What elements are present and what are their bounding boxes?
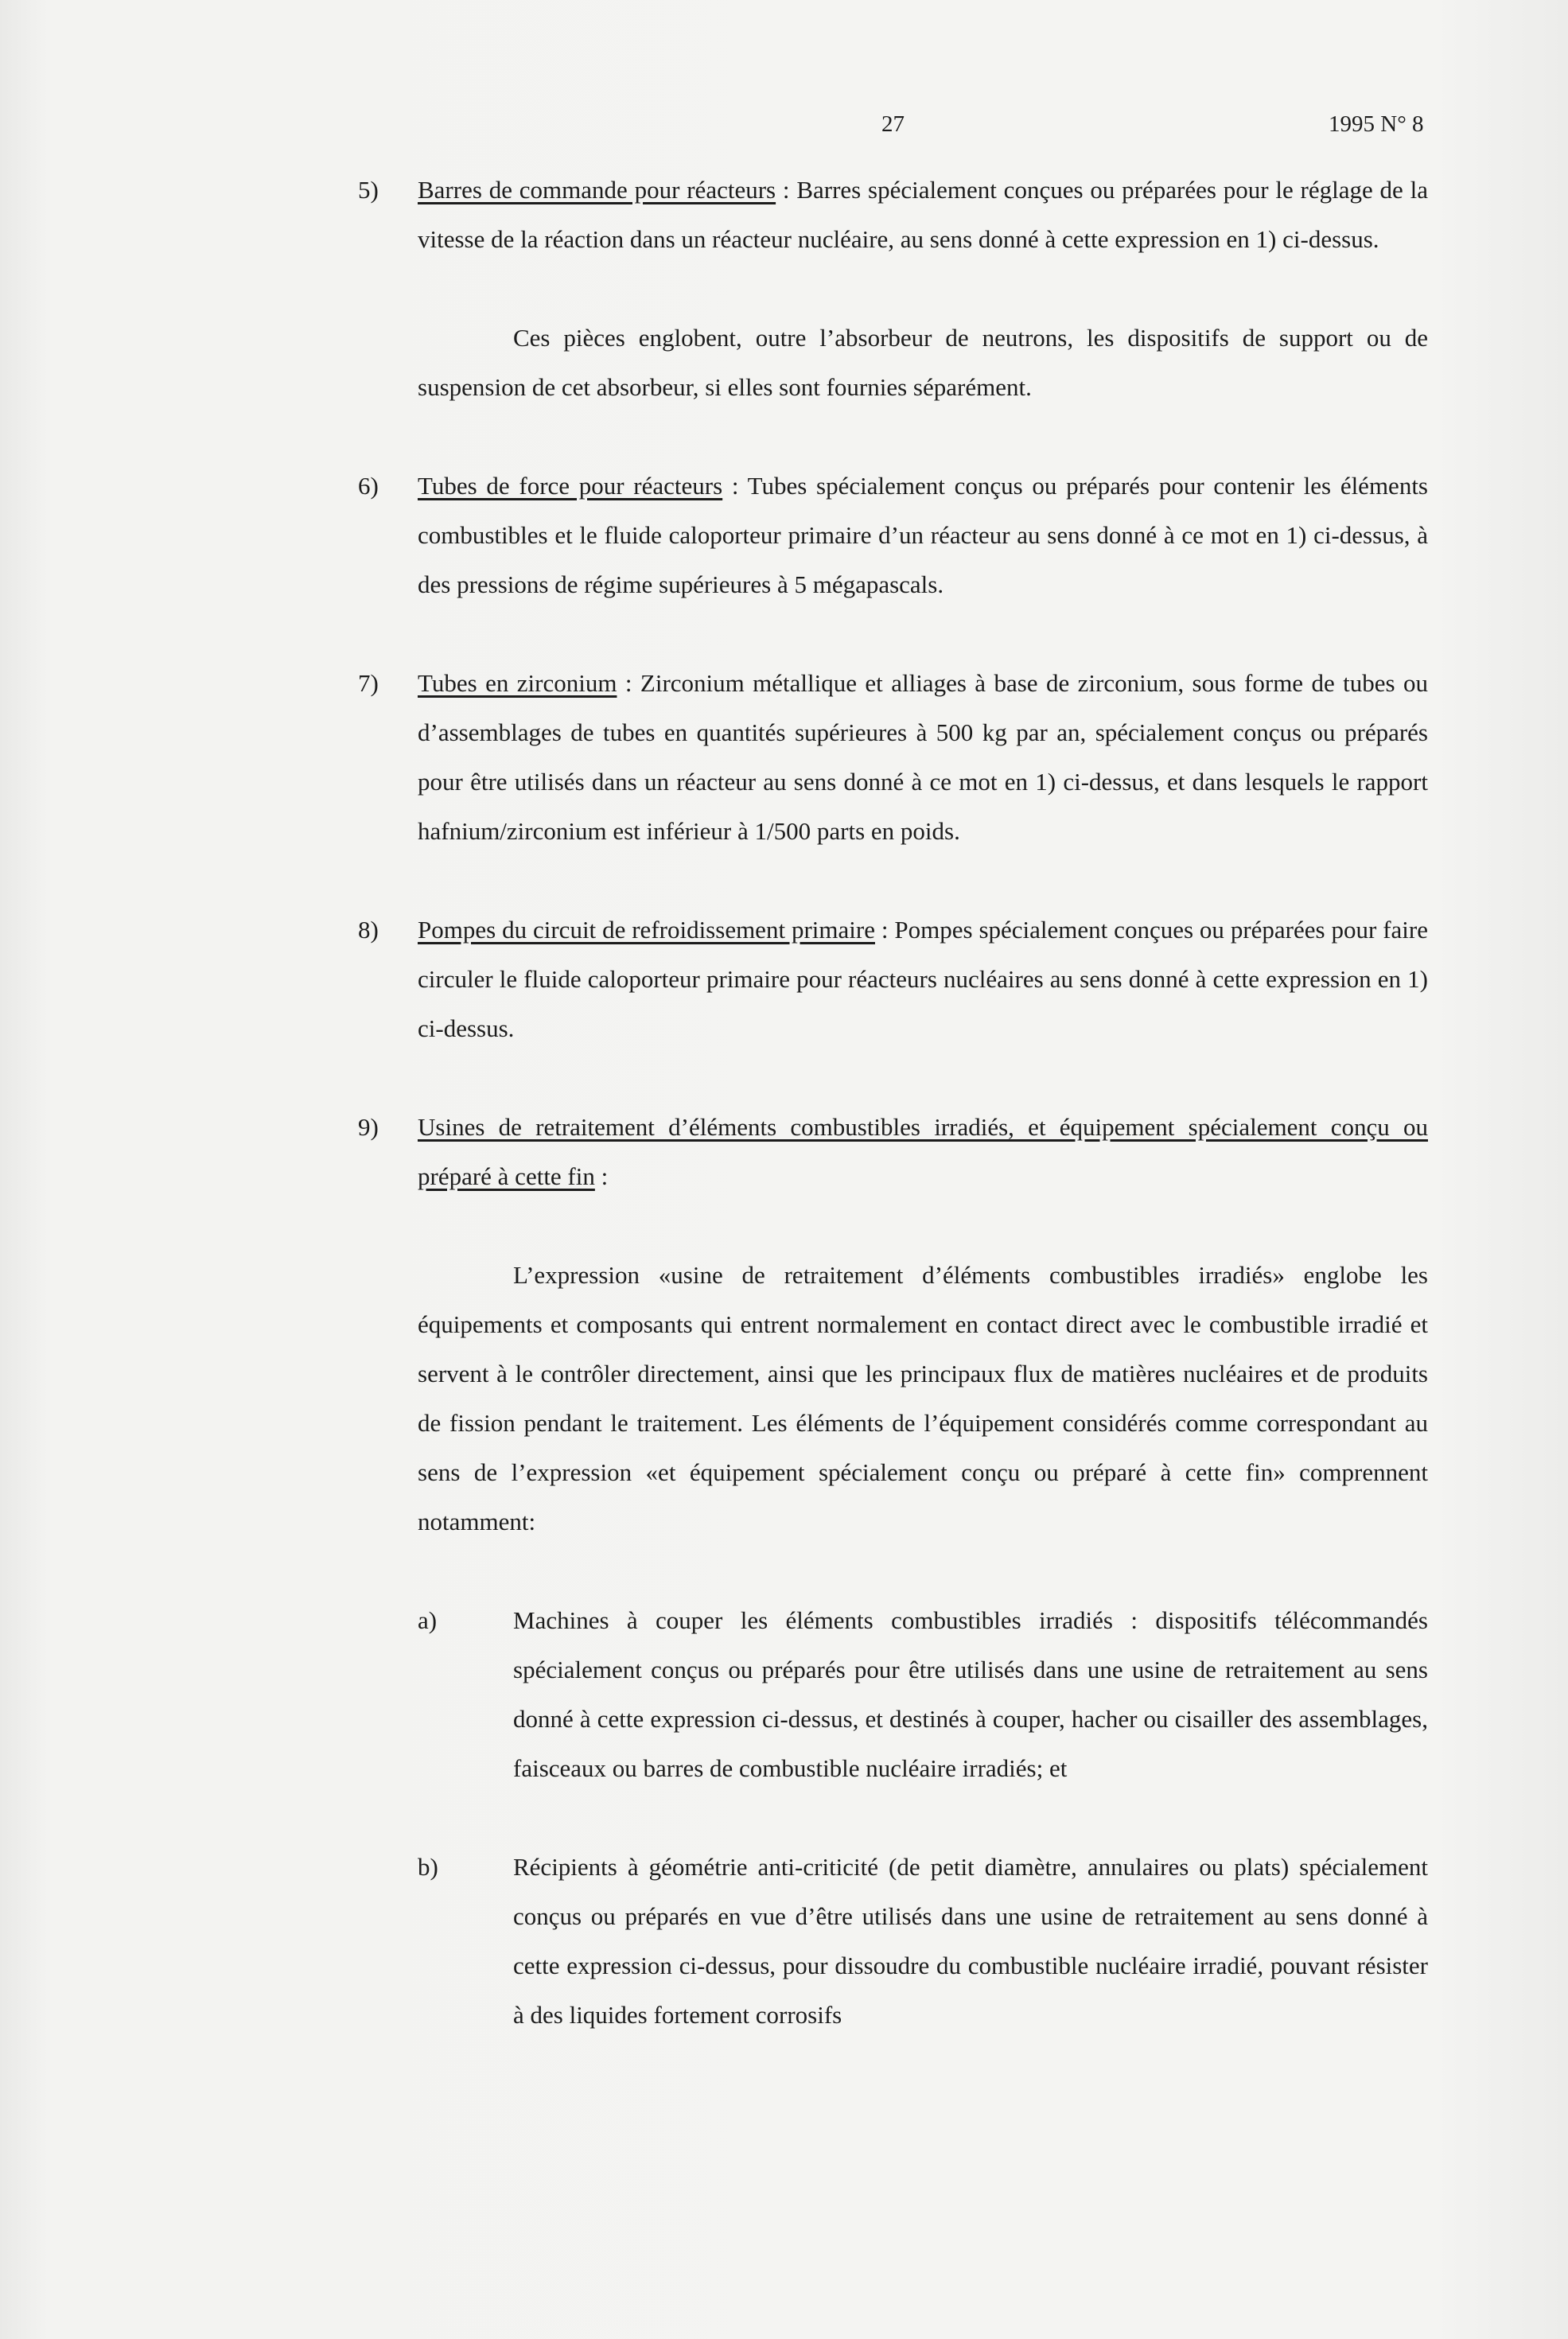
list-item <box>358 1103 1428 1547</box>
item-number: 5) <box>358 176 379 204</box>
list-item <box>358 659 1428 856</box>
item-number: 7) <box>358 669 379 697</box>
sub-item <box>418 1596 1428 1793</box>
item-heading: Barres de commande pour réacteurs <box>418 176 776 204</box>
item-paragraph <box>418 1103 1428 1201</box>
item-number: 6) <box>358 472 379 500</box>
item-extra-paragraph: Ces pièces englobent, outre l’absorbeur de neutrons, les dispositifs de support ou de suspension de cet absorbeur, si elles sont fournies séparément. <box>418 324 1428 401</box>
list-item <box>358 905 1428 1053</box>
item-paragraph <box>418 165 1428 264</box>
item-number: 8) <box>358 916 379 944</box>
issue-number: 1995 N° 8 <box>1329 111 1424 137</box>
item-text: : Pompes spécialement conçues ou préparées pour faire circuler le fluide caloporteur primaire pour réacteurs nucléaires au sens donné à cette expression en 1) ci-dessus. <box>418 916 1428 1042</box>
document-body <box>358 165 1428 2040</box>
item-paragraph <box>418 659 1428 856</box>
item-paragraph <box>418 905 1428 1053</box>
sub-item <box>418 1843 1428 2040</box>
item-text: : Tubes spécialement conçus ou préparés pour contenir les éléments combustibles et le fluide caloporteur primaire d’un réacteur au sens donné à ce mot en 1) ci-dessus, à des pressions de régime supérieures à 5 mégapascals. <box>418 472 1428 598</box>
item-extra-paragraph: L’expression «usine de retraitement d’éléments combustibles irradiés» englobe les équipements et composants qui entrent normalement en contact direct avec le combustible irradié et servent à le contrôler directement, ainsi que les principaux flux de matières nucléaires et de produits de fission pendant le traitement. Les éléments de l’équipement considérés comme correspondant au sens de l’expression «et équipement spécialement conçu ou préparé à cette fin» comprennent notamment: <box>418 1261 1428 1535</box>
list-item <box>358 165 1428 412</box>
item-heading: Tubes de force pour réacteurs <box>418 472 723 500</box>
sub-item-letter: b) <box>418 1853 438 1881</box>
sub-item-text: Machines à couper les éléments combustibles irradiés : dispositifs télécommandés spécialement conçus ou préparés pour être utilisés dans une usine de retraitement au sens donné à cette expression ci-dessus, et destinés à couper, hacher ou cisailler des assemblages, faisceaux ou barres de combustible nucléaire irradiés; et <box>513 1606 1428 1782</box>
list-item <box>358 461 1428 609</box>
item-number: 9) <box>358 1113 379 1141</box>
item-text: : <box>594 1162 609 1190</box>
item-text: : Zirconium métallique et alliages à base de zirconium, sous forme de tubes ou d’assemblages de tubes en quantités supérieures à 500 kg par an, spécialement conçus ou préparés pour être utilisés dans un réacteur au sens donné à ce mot en 1) ci-dessus, et dans lesquels le rapport hafnium/zirconium est inférieur à 1/500 parts en poids. <box>418 669 1429 845</box>
page-number: 27 <box>881 111 905 137</box>
item-heading: Usines de retraitement d’éléments combustibles irradiés, et équipement spécialement conçu ou préparé à cette fin <box>418 1113 1428 1190</box>
item-heading: Pompes du circuit de refroidissement primaire <box>418 916 875 944</box>
sub-item-text: Récipients à géométrie anti-criticité (de petit diamètre, annulaires ou plats) spécialement conçus ou préparés en vue d’être utilisés dans une usine de retraitement au sens donné à cette expression ci-dessus, pour dissoudre du combustible nucléaire irradié, pouvant résister à des liquides fortement corrosifs <box>513 1853 1428 2029</box>
item-paragraph <box>418 461 1428 609</box>
item-text: : Barres spécialement conçues ou préparées pour le réglage de la vitesse de la réaction dans un réacteur nucléaire, au sens donné à cette expression en 1) ci-dessus. <box>418 176 1428 253</box>
sub-item-letter: a) <box>418 1606 438 1634</box>
item-heading: Tubes en zirconium <box>418 669 617 697</box>
